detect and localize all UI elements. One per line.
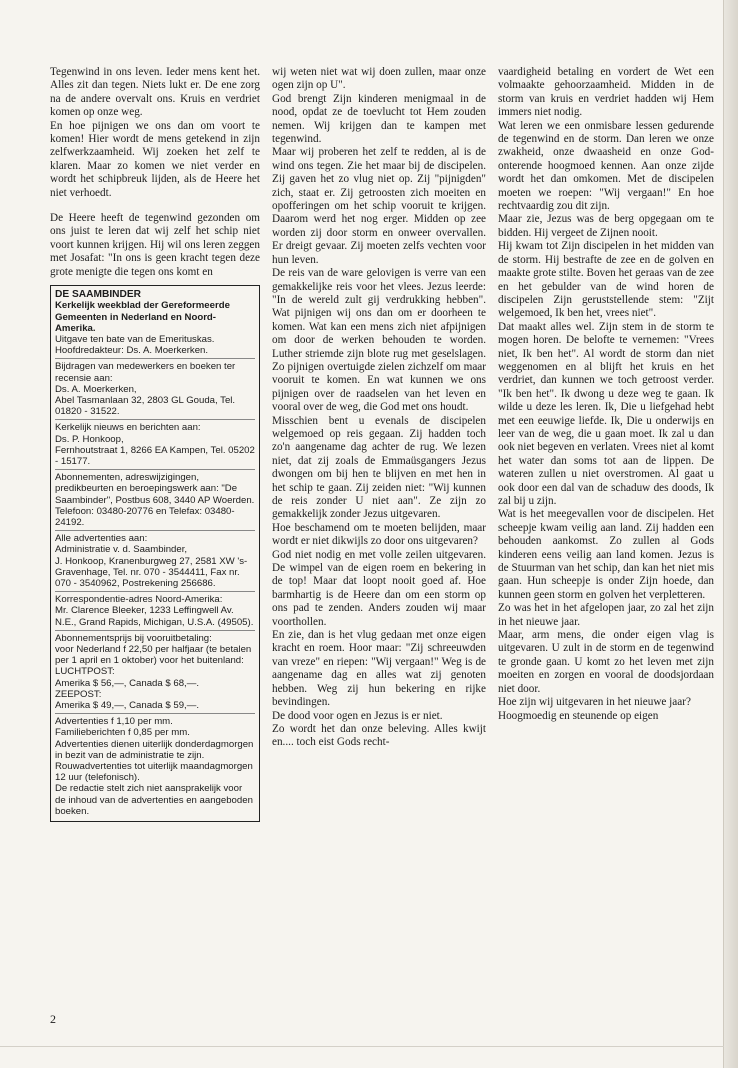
paragraph: Tegenwind in ons leven. Ieder mens kent het. Alles zit dan tegen. Niets lukt er. De ene zorg na de andere overvalt ons. Kruis en verdriet komen op onze weg. — [50, 66, 260, 119]
paragraph: Dat maakt alles wel. Zijn stem in de storm te mogen horen. De belofte te vernemen: "Vrees niet, Ik ben het". Al wordt de storm dan niet weggenomen en al blijft het kruis en het verdriet, dan kunnen we toch getroost verder. "Ik ben het". Ik dwong u deze weg te gaan. Ik wilde u deze les leren. Ik, Die u liefgehad hebt met een eeuwige liefde. Ik, Die u onderwijs en leer van de weg, die u gaan moet. Ik zal u dan ook niet begeven en verlaten. Vrees niet al komt het water dan soms tot aan de lippen. De wateren zullen u niet overstromen. Al gaat u ook door een dal van de schaduw des doods, Ik zal bij u zijn. — [498, 320, 714, 507]
page-number: 2 — [50, 1012, 56, 1026]
paragraph: Hij kwam tot Zijn discipelen in het midden van de storm. Hij bestrafte de zee en de golven en maakte grote stilte. Boven het geraas van de zee en het gebulder van de wind horen de discipelen Zijn geruststellende stem: "Zijt welgemoed, Ik ben het, vrees niet". — [498, 240, 714, 320]
colophon-line: Advertenties dienen uiterlijk donderdagmorgen in bezit van de administratie te zijn. — [55, 738, 254, 761]
colophon-line: voor Nederland f 22,50 per halfjaar (te betalen per 1 april en 1 oktober) voor het buitenland: — [55, 643, 252, 667]
column-2 — [272, 66, 486, 750]
colophon-line: LUCHTPOST: — [55, 666, 115, 678]
paragraph: En hoe pijnigen we ons dan om voort te komen! Hier wordt de mens getekend in zijn zelfwerkzaamheid. Wij zoeken het zelf te klaren. Maar zo komen we niet verder en wordt het schipbreuk lijden, als de Heere het niet verhoedt. — [50, 119, 260, 199]
paragraph: De dood voor ogen en Jezus is er niet. — [272, 709, 443, 722]
divider — [55, 530, 255, 531]
colophon-line: Abonnementen, adreswijzigingen, predikbeurten en beroepingswerk aan: "De Saambinder", Postbus 608, 3440 AP Woerden. Telefoon: 03480-20776 en Telefax: 03480-24192. — [55, 472, 255, 528]
paragraph: Wat is het meegevallen voor de discipelen. Het scheepje kwam veilig aan land. Zij hadden een behouden aankomst. Zo zullen al Gods kinderen eens veilig aan land komen. Jezus is de Stuurman van het schip, dan kan het niet mis gaan. Hun scheepje is onder Zijn hoede, dan kunnen geen storm en golven het verpletteren. — [498, 508, 714, 601]
column-1 — [50, 66, 260, 822]
paragraph: De reis van de ware gelovigen is verre van een gemakkelijke reis voor het vlees. Jezus leerde: "In de wereld zult gij verdrukking hebben". Wat pijnigen wij ons dan om er doorheen te komen. Wat kan een mens zich niet afpijnigen om door de werken behouden te worden. Luther striemde zijn blote rug met geselslagen. Zo pijnigen overtuigde zielen zichzelf om maar vooruit te komen. En wat kunnen we ons pijnigen over de raadselen van het leven en vooral over de weg, die God met ons houdt. — [272, 267, 486, 414]
paragraph: Maar zie, Jezus was de berg opgegaan om te bidden. Hij vergeet de Zijnen nooit. — [498, 213, 714, 239]
colophon-line: Alle advertenties aan: — [55, 533, 148, 545]
paragraph: Hoe zijn wij uitgevaren in het nieuwe jaar? — [498, 696, 691, 709]
colophon-line: Rouwadvertenties tot uiterlijk maandagmorgen 12 uur (telefonisch). — [55, 761, 253, 784]
divider — [55, 419, 255, 420]
colophon-line: Ds. A. Moerkerken, — [55, 383, 137, 395]
colophon-line: J. Honkoop, Kranenburgweg 27, 2581 XW 's-Gravenhage, Tel. nr. 070 - 3544411, Fax nr. 070 - 3540962, Postrekening 256686. — [55, 555, 248, 589]
colophon-line: Administratie v. d. Saambinder, — [55, 544, 188, 556]
paragraph: De Heere heeft de tegenwind gezonden om ons juist te leren dat wij zelf het schip niet voort kunnen krijgen. Hij wil ons leren zeggen met Josafat: "In ons is geen kracht tegen deze grote menigte die tegen ons komt en — [50, 212, 260, 278]
divider — [55, 713, 255, 714]
colophon-line: Kerkelijk nieuws en berichten aan: — [55, 422, 201, 434]
paragraph: Maar wij proberen het zelf te redden, al is de wind ons tegen. Zie het maar bij de discipelen. Zij gaven het zo vlug niet op. Zij "pijnigden" zich, staat er. Zij getroosten zich moeiten en opofferingen om het schip vooruit te krijgen. Daarom werd het nog erger. Midden op zee worden zij door storm en onweer overvallen. Er dreigt gevaar. Zij moeten zelfs vechten voor hun leven. — [272, 146, 486, 266]
paragraph: Misschien bent u evenals de discipelen welgemoed op reis gegaan. Zij hadden toch zo'n aangename dag achter de rug. We lezen niet, dat zij zoals de Emmaüsgangers Jezus dwongen om bij hen te blijven en met hen in het schip te gaan. Zij zeiden niet: "Wij kunnen de reis zonder U niet aan". Ze zijn zo gemakkelijk zonder Jezus uitgevaren. — [272, 414, 486, 521]
paragraph: God niet nodig en met volle zeilen uitgevaren. De wimpel van de eigen roem en bekering in de top! Maar dat loopt nooit goed af. Hoe barmhartig is de Heere dan om een storm op ons pad te zenden. Anders zouden wij maar voorthollen. — [272, 548, 486, 628]
masthead-subtitle: Kerkelijk weekblad der Gereformeerde Gemeenten in Nederland en Noord-Amerika. — [55, 300, 230, 334]
paragraph: En zie, dan is het vlug gedaan met onze eigen kracht en roem. Hoor maar: "Zij schreeuwden van vreze" en riepen: "Wij vergaan!" Weg is de aangename dag en alles wat zij genoten hebben. Weg zij hun bekering en rijke bevindingen. — [272, 629, 486, 709]
paragraph: Hoe beschamend om te moeten belijden, maar wordt er niet dikwijls zo door ons uitgevaren? — [272, 521, 486, 548]
colophon-line: ZEEPOST: — [55, 688, 102, 700]
paragraph: God brengt Zijn kinderen menigmaal in de nood, opdat ze de toevlucht tot Hem zouden nemen. Wij krijgen dan te kampen met tegenwind. — [272, 92, 486, 146]
colophon-line: Hoofdredakteur: Ds. A. Moerkerken. — [55, 345, 209, 357]
masthead-title: DE SAAMBINDER — [55, 289, 142, 301]
colophon-line: Uitgave ten bate van de Emerituskas. — [55, 333, 215, 345]
page-edge — [723, 0, 738, 1068]
column-3 — [498, 66, 714, 723]
paragraph: wij weten niet wat wij doen zullen, maar onze ogen zijn op U". — [272, 66, 486, 92]
colophon-line: Advertenties f 1,10 per mm. — [55, 716, 173, 728]
paragraph: Hoogmoedig en steunende op eigen — [498, 709, 659, 722]
colophon-line: Amerika $ 49,—, Canada $ 59,—. — [55, 700, 199, 711]
colophon-line: Korrespondentie-adres Noord-Amerika: — [55, 594, 223, 606]
colophon-line: Ds. P. Honkoop, — [55, 433, 124, 445]
colophon-line: De redactie stelt zich niet aansprakelijk voor de inhoud van de advertenties en aangeboden boeken. — [55, 783, 253, 817]
footer-rule — [0, 1046, 724, 1047]
paragraph: vaardigheid betaling en vordert de Wet een volmaakte gehoorzaamheid. Midden in de storm van kruis en verdriet hadden wij Hem immers niet nodig. — [498, 66, 714, 119]
divider — [55, 358, 255, 359]
masthead-colophon — [50, 285, 260, 822]
paragraph: Zo wordt het dan onze beleving. Alles kwijt en.... toch eist Gods recht- — [272, 722, 486, 749]
colophon-line: Amerika $ 56,—, Canada $ 68,—. — [55, 677, 199, 689]
paragraph: Wat leren we een onmisbare lessen gedurende de tegenwind en de storm. Dan leren we onze zwakheid, onze dwaasheid en onze God-onterende hoogmoed kennen. Aan onze zijde wordt het dan omkomen. Met de discipelen moeten we roepen: "Wij vergaan!" En hoe rechtvaardig zou dit zijn. — [498, 119, 714, 213]
divider — [55, 591, 255, 592]
divider — [55, 469, 255, 470]
divider — [55, 630, 255, 631]
paragraph: Zo was het in het afgelopen jaar, zo zal het zijn in het nieuwe jaar. — [498, 602, 714, 628]
colophon-line: Abel Tasmanlaan 32, 2803 GL Gouda, Tel. 01820 - 31522. — [55, 394, 236, 418]
colophon-line: Mr. Clarence Bleeker, 1233 Leffingwell Av. N.E., Grand Rapids, Michigan, U.S.A. (49505). — [55, 605, 254, 628]
colophon-line: Bijdragen van medewerkers en boeken ter recensie aan: — [55, 361, 236, 384]
colophon-line: Familieberichten f 0,85 per mm. — [55, 727, 190, 739]
colophon-line: Abonnementsprijs bij vooruitbetaling: — [55, 632, 212, 644]
colophon-line: Fernhoutstraat 1, 8266 EA Kampen, Tel. 05202 - 15177. — [55, 444, 255, 467]
paragraph: Maar, arm mens, die onder eigen vlag is uitgevaren. U zult in de storm en de tegenwind te gronde gaan. U komt zo het leven met zijn moeiten en zorgen en vooral de doodsjordaan niet door. — [498, 629, 714, 695]
